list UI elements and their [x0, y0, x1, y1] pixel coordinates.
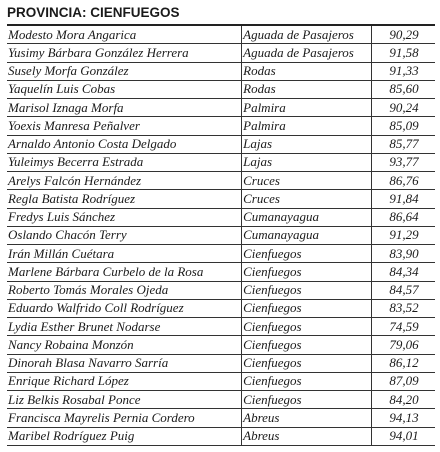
vote-percentage: 86,12: [372, 354, 435, 372]
vote-percentage: 84,34: [372, 263, 435, 281]
candidate-name: Francisca Mayrelis Pernia Cordero: [7, 409, 242, 427]
vote-percentage: 93,77: [372, 153, 435, 171]
candidate-name: Yoexis Manresa Peñalver: [7, 117, 242, 135]
municipality-name: Lajas: [242, 153, 372, 171]
municipality-name: Aguada de Pasajeros: [242, 44, 372, 62]
municipality-name: Cienfuegos: [242, 391, 372, 409]
municipality-name: Cienfuegos: [242, 318, 372, 336]
table-row: [7, 245, 435, 263]
table-row: [7, 263, 435, 281]
candidate-name: Fredys Luis Sánchez: [7, 208, 242, 226]
municipality-name: Cienfuegos: [242, 354, 372, 372]
table-row: [7, 318, 435, 336]
vote-percentage: 91,58: [372, 44, 435, 62]
province-title: PROVINCIA: CIENFUEGOS: [7, 4, 435, 26]
candidate-name: Lydia Esther Brunet Nodarse: [7, 318, 242, 336]
candidate-name: Arelys Falcón Hernández: [7, 172, 242, 190]
table-row: [7, 409, 435, 427]
table-row: [7, 80, 435, 98]
municipality-name: Rodas: [242, 80, 372, 98]
municipality-name: Cienfuegos: [242, 263, 372, 281]
candidate-name: Maribel Rodríguez Puig: [7, 427, 242, 445]
vote-percentage: 87,09: [372, 372, 435, 390]
table-row: [7, 99, 435, 117]
table-row: [7, 117, 435, 135]
vote-percentage: 84,57: [372, 281, 435, 299]
vote-percentage: 86,76: [372, 172, 435, 190]
table-row: [7, 44, 435, 62]
table-row: [7, 336, 435, 354]
table-row: [7, 190, 435, 208]
candidate-name: Eduardo Walfrido Coll Rodríguez: [7, 299, 242, 317]
vote-percentage: 79,06: [372, 336, 435, 354]
candidate-name: Arnaldo Antonio Costa Delgado: [7, 135, 242, 153]
candidate-name: Roberto Tomás Morales Ojeda: [7, 281, 242, 299]
candidate-name: Liz Belkis Rosabal Ponce: [7, 391, 242, 409]
municipality-name: Abreus: [242, 409, 372, 427]
candidate-name: Marlene Bárbara Curbelo de la Rosa: [7, 263, 242, 281]
table-row: [7, 427, 435, 445]
municipality-name: Cienfuegos: [242, 372, 372, 390]
vote-percentage: 85,77: [372, 135, 435, 153]
vote-percentage: 83,90: [372, 245, 435, 263]
candidate-name: Dinorah Blasa Navarro Sarría: [7, 354, 242, 372]
table-row: [7, 226, 435, 244]
vote-percentage: 90,24: [372, 99, 435, 117]
candidate-name: Yuleimys Becerra Estrada: [7, 153, 242, 171]
table-row: [7, 354, 435, 372]
results-table: [7, 26, 435, 446]
vote-percentage: 94,13: [372, 409, 435, 427]
municipality-name: Cruces: [242, 172, 372, 190]
vote-percentage: 84,20: [372, 391, 435, 409]
municipality-name: Cienfuegos: [242, 336, 372, 354]
table-row: [7, 26, 435, 44]
candidate-name: Marisol Iznaga Morfa: [7, 99, 242, 117]
candidate-name: Oslando Chacón Terry: [7, 226, 242, 244]
candidate-name: Yusimy Bárbara González Herrera: [7, 44, 242, 62]
vote-percentage: 85,09: [372, 117, 435, 135]
municipality-name: Lajas: [242, 135, 372, 153]
table-row: [7, 299, 435, 317]
municipality-name: Cienfuegos: [242, 281, 372, 299]
vote-percentage: 86,64: [372, 208, 435, 226]
municipality-name: Cruces: [242, 190, 372, 208]
municipality-name: Palmira: [242, 99, 372, 117]
candidate-name: Modesto Mora Angarica: [7, 26, 242, 44]
municipality-name: Cienfuegos: [242, 245, 372, 263]
vote-percentage: 85,60: [372, 80, 435, 98]
vote-percentage: 94,01: [372, 427, 435, 445]
table-row: [7, 281, 435, 299]
candidate-name: Enrique Richard López: [7, 372, 242, 390]
table-row: [7, 208, 435, 226]
candidate-name: Susely Morfa González: [7, 62, 242, 80]
municipality-name: Aguada de Pasajeros: [242, 26, 372, 44]
municipality-name: Cumanayagua: [242, 208, 372, 226]
municipality-name: Cumanayagua: [242, 226, 372, 244]
table-row: [7, 372, 435, 390]
vote-percentage: 91,33: [372, 62, 435, 80]
candidate-name: Nancy Robaina Monzón: [7, 336, 242, 354]
results-table-body: [7, 26, 435, 445]
municipality-name: Cienfuegos: [242, 299, 372, 317]
candidate-name: Yaquelín Luis Cobas: [7, 80, 242, 98]
table-row: [7, 62, 435, 80]
municipality-name: Abreus: [242, 427, 372, 445]
vote-percentage: 74,59: [372, 318, 435, 336]
candidate-name: Irán Millán Cuétara: [7, 245, 242, 263]
results-page: [7, 4, 435, 446]
table-row: [7, 153, 435, 171]
municipality-name: Palmira: [242, 117, 372, 135]
vote-percentage: 90,29: [372, 26, 435, 44]
candidate-name: Regla Batista Rodríguez: [7, 190, 242, 208]
vote-percentage: 83,52: [372, 299, 435, 317]
municipality-name: Rodas: [242, 62, 372, 80]
table-row: [7, 135, 435, 153]
table-row: [7, 391, 435, 409]
vote-percentage: 91,84: [372, 190, 435, 208]
vote-percentage: 91,29: [372, 226, 435, 244]
table-row: [7, 172, 435, 190]
